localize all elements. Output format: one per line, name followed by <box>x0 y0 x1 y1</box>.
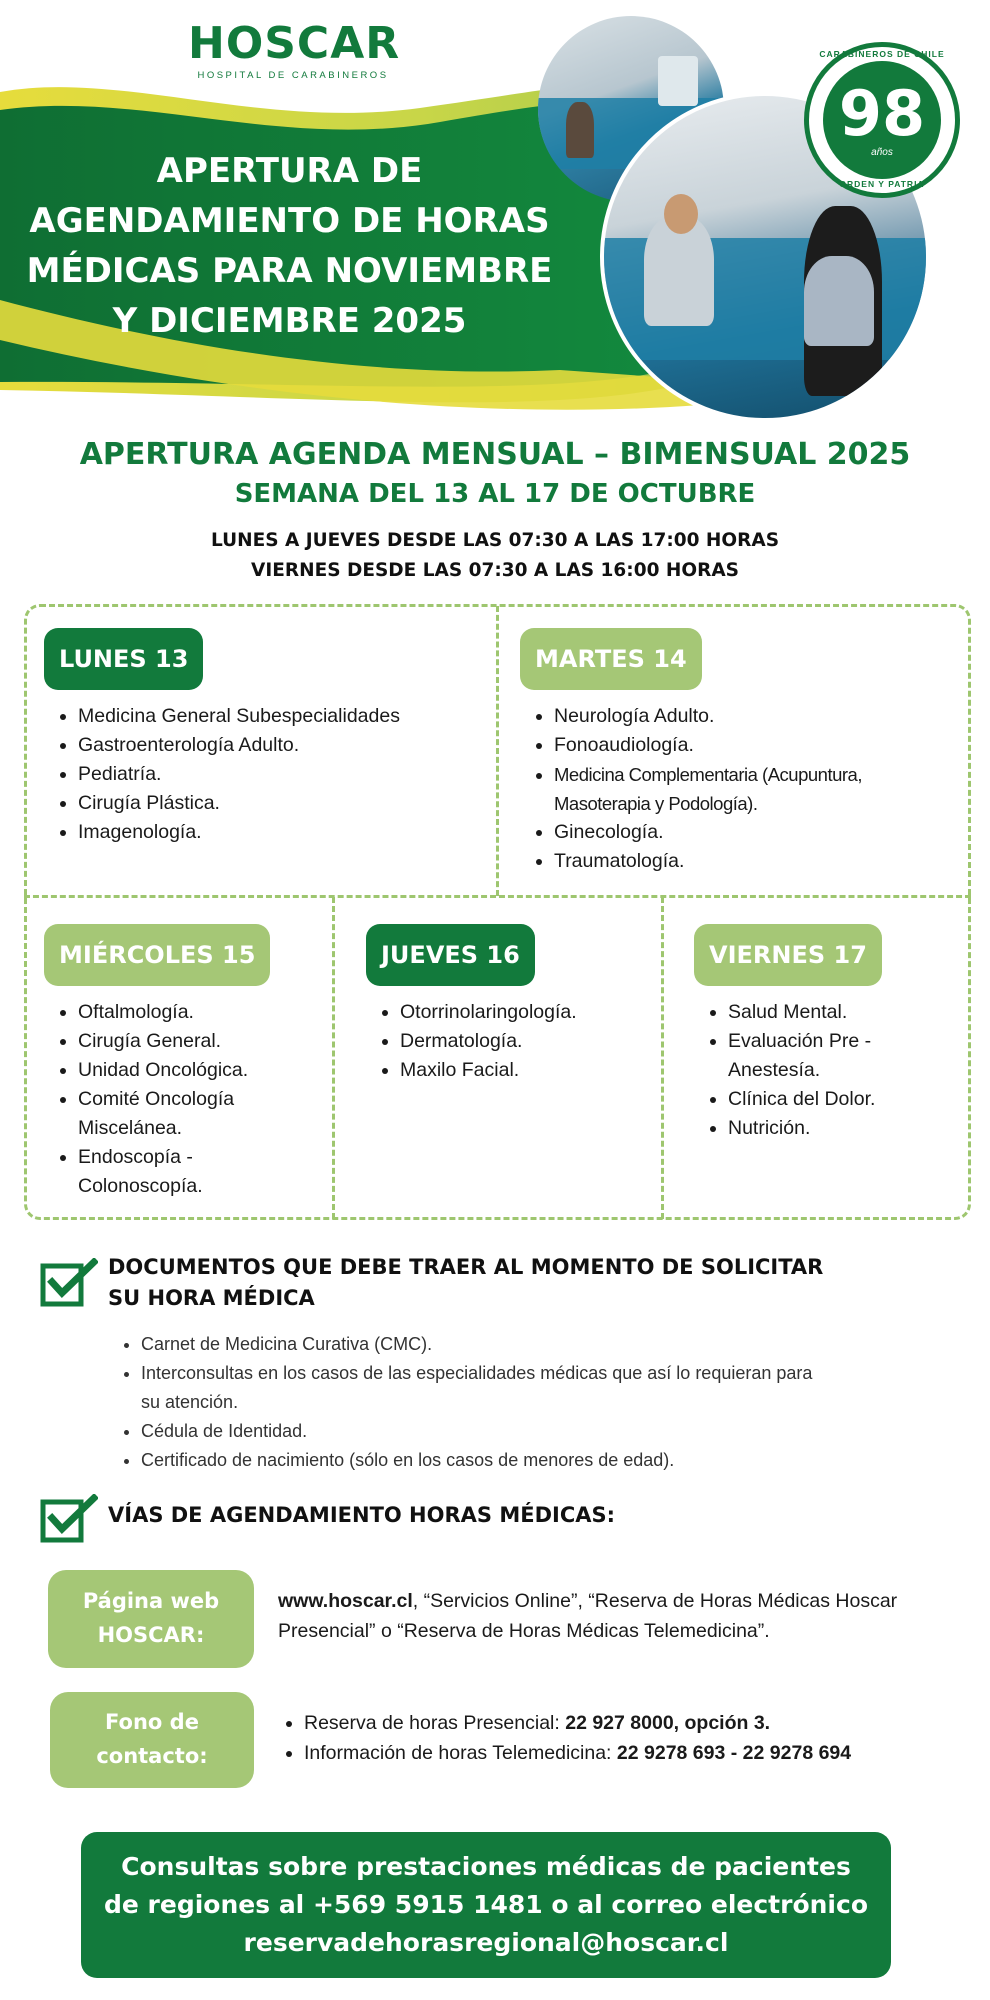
specialty-item: • Salud Mental. <box>728 998 964 1027</box>
hours-line: LUNES A JUEVES DESDE LAS 07:30 A LAS 17:00 HORAS <box>210 530 780 551</box>
documents-title-line: SU HORA MÉDICA <box>108 1286 315 1310</box>
specialty-item: • Comité Oncología Miscelánea. <box>78 1085 324 1143</box>
documents-list <box>121 1330 941 1475</box>
specialty-item: • Imagenología. <box>78 818 484 847</box>
main-title: APERTURA AGENDA MENSUAL – BIMENSUAL 2025 <box>79 437 911 472</box>
phone-item <box>304 1738 980 1768</box>
day-label-martes: MARTES 14 <box>520 628 702 690</box>
header-banner <box>0 0 990 420</box>
day-cell-martes <box>520 628 960 876</box>
specialty-item: • Clínica del Dolor. <box>728 1085 964 1114</box>
hours-line: VIERNES DESDE LAS 07:30 A LAS 16:00 HORAS <box>251 560 739 581</box>
specialty-item: • Nutrición. <box>728 1114 964 1143</box>
checkbox-checked-icon <box>40 1494 98 1544</box>
phone-item-text: Información de horas Telemedicina: <box>304 1742 617 1764</box>
day-label-miercoles: MIÉRCOLES 15 <box>44 924 270 986</box>
hero-title-line: APERTURA DE <box>156 151 423 191</box>
specialty-item: • Otorrinolaringología. <box>400 998 656 1027</box>
specialty-item: • Traumatología. <box>554 847 960 876</box>
specialty-item: • Medicina General Subespecialidades <box>78 702 484 731</box>
seal-top-text: CARABINEROS DE CHILE <box>819 49 945 59</box>
day-label-jueves: JUEVES 16 <box>366 924 535 986</box>
specialty-item: • Evaluación Pre - Anestesía. <box>728 1027 964 1085</box>
specialty-list <box>366 998 656 1085</box>
phone-label-line: contacto: <box>96 1744 208 1768</box>
day-cell-jueves <box>366 924 656 1085</box>
seal-number: 98 <box>838 77 926 150</box>
grid-divider-vertical <box>332 897 335 1219</box>
hero-title-line: MÉDICAS PARA NOVIEMBRE <box>26 251 553 291</box>
grid-divider-vertical <box>496 606 499 896</box>
web-label-line: Página web <box>82 1589 220 1613</box>
seal-inner-circle <box>823 61 941 179</box>
web-label-line: HOSCAR: <box>97 1623 205 1647</box>
phone-number[interactable]: 22 9278 693 - 22 9278 694 <box>616 1742 852 1764</box>
hero-title <box>12 146 567 346</box>
web-description <box>278 1586 958 1646</box>
document-item: • Certificado de nacimiento (sólo en los casos de menores de edad). <box>141 1446 941 1475</box>
specialty-item: • Fonoaudiología. <box>554 731 960 760</box>
day-cell-lunes <box>44 628 484 847</box>
web-description-text: , “Servicios Online”, “Reserva de Horas Médicas Hoscar Presencial” o “Reserva de Horas Médicas Telemedicina”. <box>278 1590 898 1642</box>
document-item: • Cédula de Identidad. <box>141 1417 941 1446</box>
specialty-list <box>44 998 324 1201</box>
seal-small-text: años <box>871 147 893 158</box>
phone-number[interactable]: 22 927 8000, opción 3. <box>565 1712 771 1734</box>
hoscar-logo <box>188 18 401 81</box>
vias-title: VÍAS DE AGENDAMIENTO HORAS MÉDICAS: <box>108 1503 616 1527</box>
specialty-item: • Neurología Adulto. <box>554 702 960 731</box>
phone-list <box>280 1708 980 1768</box>
hero-title-line: AGENDAMIENTO DE HORAS <box>29 201 550 241</box>
hero-title-line: Y DICIEMBRE 2025 <box>112 301 467 341</box>
specialty-item: • Ginecología. <box>554 818 960 847</box>
day-cell-miercoles <box>44 924 324 1201</box>
checkbox-checked-icon <box>40 1258 98 1308</box>
footer-line: de regiones al +569 5915 1481 o al correo electrónico <box>104 1890 868 1919</box>
footer-email[interactable]: reservadehorasregional@hoscar.cl <box>243 1928 729 1957</box>
specialty-item: • Unidad Oncológica. <box>78 1056 324 1085</box>
document-item: • Carnet de Medicina Curativa (CMC). <box>141 1330 941 1359</box>
logo-subtitle: HOSPITAL DE CARABINEROS <box>197 70 389 81</box>
specialty-item: • Gastroenterología Adulto. <box>78 731 484 760</box>
specialty-item: • Maxilo Facial. <box>400 1056 656 1085</box>
document-item: • Interconsultas en los casos de las especialidades médicas que así lo requieran para su atención. <box>141 1359 941 1417</box>
web-label-badge <box>48 1570 254 1668</box>
specialty-list <box>44 702 484 847</box>
website-url[interactable]: www.hoscar.cl <box>278 1590 413 1612</box>
phone-label-badge <box>50 1692 254 1788</box>
phone-label-line: Fono de <box>105 1710 199 1734</box>
specialty-item: • Cirugía General. <box>78 1027 324 1056</box>
footer-line: Consultas sobre prestaciones médicas de pacientes <box>121 1852 851 1881</box>
opening-hours <box>0 526 990 586</box>
anniversary-seal <box>804 42 960 198</box>
specialty-item: • Dermatología. <box>400 1027 656 1056</box>
specialty-item: • Oftalmología. <box>78 998 324 1027</box>
specialty-item: • Endoscopía - Colonoscopía. <box>78 1143 324 1201</box>
regional-contact-banner <box>81 1832 891 1978</box>
phone-item <box>304 1708 980 1738</box>
day-cell-viernes <box>694 924 964 1143</box>
documents-title-line: DOCUMENTOS QUE DEBE TRAER AL MOMENTO DE SOLICITAR <box>108 1255 824 1279</box>
specialty-item: • Cirugía Plástica. <box>78 789 484 818</box>
grid-divider-vertical <box>661 897 664 1219</box>
logo-name: HOSCAR <box>188 18 401 69</box>
phone-item-text: Reserva de horas Presencial: <box>304 1712 566 1734</box>
sub-title: SEMANA DEL 13 AL 17 DE OCTUBRE <box>234 479 756 509</box>
day-label-lunes: LUNES 13 <box>44 628 203 690</box>
documents-title <box>108 1252 968 1314</box>
day-label-viernes: VIERNES 17 <box>694 924 882 986</box>
specialty-item: • Pediatría. <box>78 760 484 789</box>
specialty-list <box>694 998 964 1143</box>
specialty-item: • Medicina Complementaria (Acupuntura, Masoterapia y Podología). <box>554 760 960 818</box>
specialty-list <box>520 702 960 876</box>
seal-bottom-text: ORDEN Y PATRIA <box>839 179 925 189</box>
